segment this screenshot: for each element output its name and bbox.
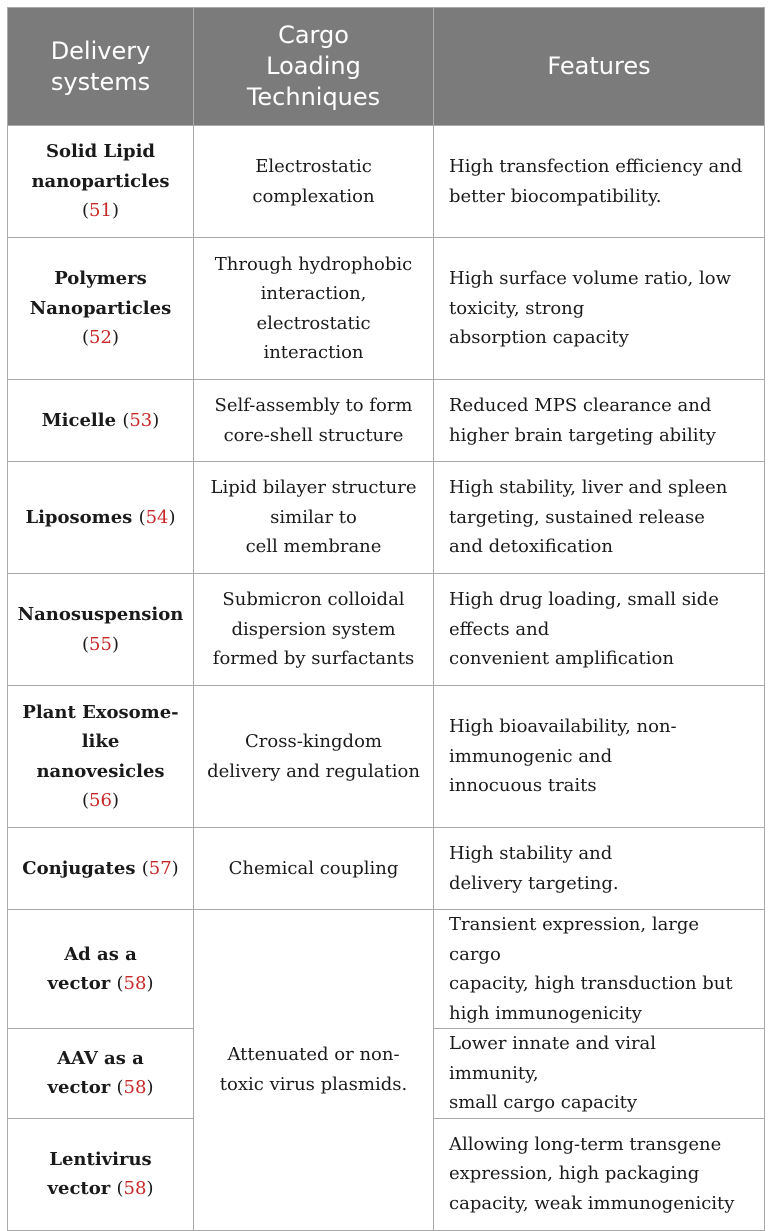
features-cell: Allowing long-term transgene expression, high packaging capacity, weak immunogenicity	[434, 1118, 765, 1230]
delivery-system-cell: Conjugates (57)	[8, 828, 194, 910]
system-name: Nanosuspension	[17, 604, 184, 625]
header-cargo-loading-techniques: Cargo Loading Techniques	[194, 8, 434, 126]
system-name: Micelle	[41, 409, 117, 431]
reference-link[interactable]: 58	[123, 1178, 147, 1199]
table-row	[8, 910, 765, 1029]
table-row	[8, 238, 765, 380]
reference-link[interactable]: 57	[148, 857, 172, 879]
table-row	[8, 380, 765, 462]
features-cell: Reduced MPS clearance and higher brain targeting ability	[434, 380, 765, 462]
technique-cell: Submicron colloidal dispersion system formed by surfactants	[194, 574, 434, 686]
delivery-system-cell: Lentivirus vector (58)	[8, 1118, 194, 1230]
features-cell: High stability, liver and spleen targeting, sustained release and detoxification	[434, 462, 765, 574]
features-cell: Lower innate and viral immunity, small cargo capacity	[434, 1029, 765, 1119]
system-name: Polymers Nanoparticles	[29, 268, 172, 319]
table-row	[8, 462, 765, 574]
table-row	[8, 126, 765, 238]
delivery-system-cell: Nanosuspension (55)	[8, 574, 194, 686]
system-name: Conjugates	[22, 857, 136, 879]
technique-cell: Cross-kingdom delivery and regulation	[194, 686, 434, 828]
reference-link[interactable]: 58	[123, 1077, 147, 1099]
delivery-system-cell: Micelle (53)	[8, 380, 194, 462]
reference-link[interactable]: 51	[89, 200, 112, 222]
features-cell: High surface volume ratio, low toxicity, strong absorption capacity	[434, 238, 765, 380]
reference-link[interactable]: 52	[89, 327, 112, 349]
system-name: AAV as a vector	[47, 1047, 144, 1099]
delivery-system-cell: Liposomes (54)	[8, 462, 194, 574]
table-body	[8, 126, 765, 1231]
reference-link[interactable]: 56	[89, 790, 112, 811]
features-cell: High stability and delivery targeting.	[434, 828, 765, 910]
delivery-systems-table	[7, 7, 765, 1231]
table-row	[8, 828, 765, 910]
reference-link[interactable]: 55	[89, 633, 112, 655]
delivery-system-cell: AAV as a vector (58)	[8, 1029, 194, 1119]
reference-link[interactable]: 54	[145, 506, 169, 528]
technique-cell-merged: Attenuated or non- toxic virus plasmids.	[194, 910, 434, 1231]
header-features: Features	[434, 8, 765, 126]
system-name: Solid Lipid nanoparticles	[31, 141, 170, 192]
technique-cell: Lipid bilayer structure similar to cell membrane	[194, 462, 434, 574]
system-name: Plant Exosome- like nanovesicles	[22, 701, 179, 782]
system-name: Lentivirus vector	[47, 1148, 152, 1199]
table-row	[8, 686, 765, 828]
features-cell: High transfection efficiency and better biocompatibility.	[434, 126, 765, 238]
technique-cell: Self-assembly to form core-shell structure	[194, 380, 434, 462]
technique-cell: Through hydrophobic interaction, electrostatic interaction	[194, 238, 434, 380]
system-name: Liposomes	[25, 506, 133, 528]
reference-link[interactable]: 58	[123, 973, 147, 994]
delivery-system-cell: Solid Lipid nanoparticles (51)	[8, 126, 194, 238]
delivery-system-cell: Polymers Nanoparticles (52)	[8, 238, 194, 380]
table-row	[8, 574, 765, 686]
delivery-system-cell: Ad as a vector (58)	[8, 910, 194, 1029]
system-name: Ad as a vector	[47, 943, 137, 994]
header-row	[8, 8, 765, 126]
features-cell: High drug loading, small side effects and convenient amplification	[434, 574, 765, 686]
reference-link[interactable]: 53	[129, 409, 153, 431]
delivery-system-cell: Plant Exosome- like nanovesicles (56)	[8, 686, 194, 828]
technique-cell: Electrostatic complexation	[194, 126, 434, 238]
header-delivery-systems: Delivery systems	[8, 8, 194, 126]
features-cell: High bioavailability, non- immunogenic and innocuous traits	[434, 686, 765, 828]
technique-cell: Chemical coupling	[194, 828, 434, 910]
features-cell: Transient expression, large cargo capacity, high transduction but high immunogenicity	[434, 910, 765, 1029]
